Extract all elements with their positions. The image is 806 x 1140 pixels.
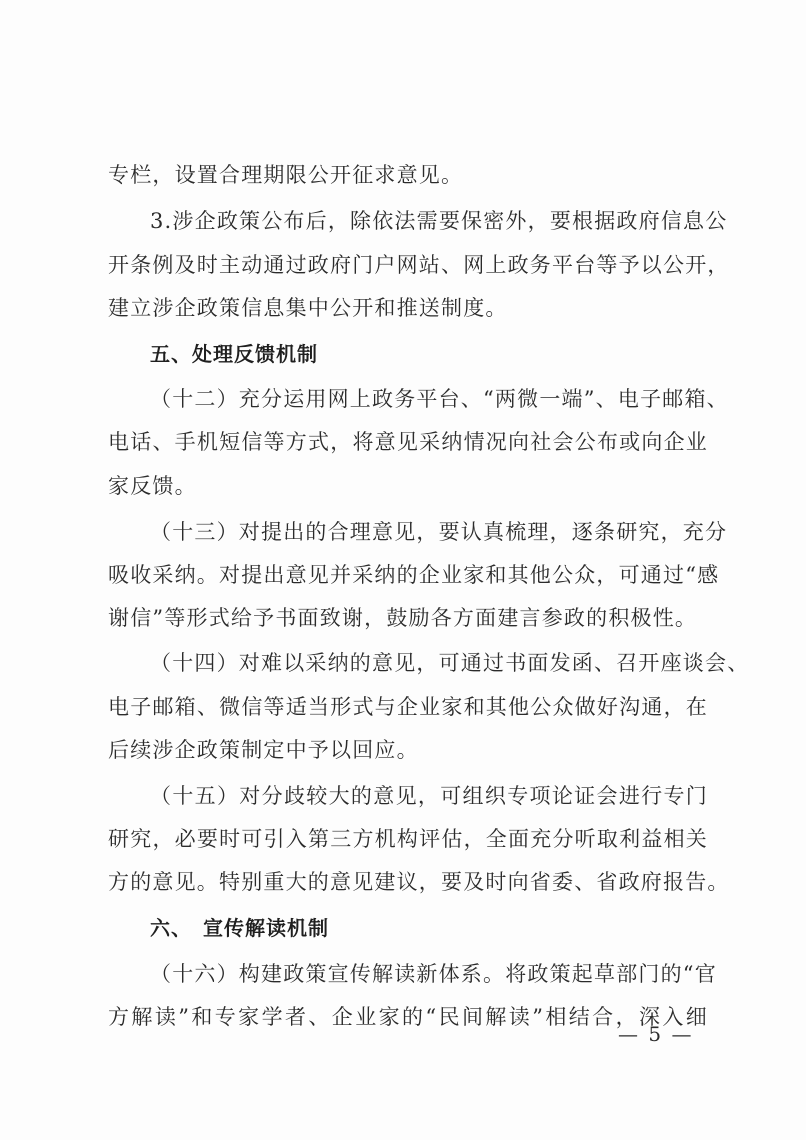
paragraph-line: （十五）对分歧较大的意见，可组织专项论证会进行专门 — [150, 784, 708, 808]
paragraph-line: 建立涉企政策信息集中公开和推送制度。 — [108, 296, 508, 320]
section-heading: 六、 宣传解读机制 — [150, 916, 329, 940]
paragraph-line: 3.涉企政策公布后，除依法需要保密外，要根据政府信息公 — [150, 209, 728, 233]
paragraph-line: （十二）充分运用网上政务平台、“两微一端”、电子邮箱、 — [150, 387, 729, 411]
paragraph-line: 研究，必要时可引入第三方机构评估，全面充分听取利益相关 — [108, 827, 708, 851]
paragraph-line: 方解读”和专家学者、企业家的“民间解读”相结合，深入细 — [108, 1005, 708, 1029]
paragraph-line: 谢信”等形式给予书面致谢，鼓励各方面建言参政的积极性。 — [108, 606, 698, 630]
paragraph-line: 电话、手机短信等方式，将意见采纳情况向社会公布或向企业 — [108, 430, 708, 454]
section-heading: 五、处理反馈机制 — [150, 342, 318, 366]
paragraph-line: 后续涉企政策制定中予以回应。 — [108, 738, 419, 762]
paragraph-line: 专栏，设置合理期限公开征求意见。 — [108, 163, 464, 187]
paragraph-line: 方的意见。特别重大的意见建议，要及时向省委、省政府报告。 — [108, 870, 730, 894]
paragraph-line: （十六）构建政策宣传解读新体系。将政策起草部门的“官 — [150, 962, 717, 986]
paragraph-line: 吸收采纳。对提出意见并采纳的企业家和其他公众，可通过“感 — [108, 563, 720, 587]
paragraph-line: 开条例及时主动通过政府门户网站、网上政务平台等予以公开， — [108, 253, 730, 277]
paragraph-line: （十三）对提出的合理意见，要认真梳理，逐条研究，充分 — [150, 520, 728, 544]
page-number: — 5 — — [618, 1022, 694, 1046]
paragraph-line: 家反馈。 — [108, 474, 197, 498]
paragraph-line: 电子邮箱、微信等适当形式与企业家和其他公众做好沟通，在 — [108, 695, 708, 719]
paragraph-line: （十四）对难以采纳的意见，可通过书面发函、召开座谈会、 — [150, 651, 750, 675]
